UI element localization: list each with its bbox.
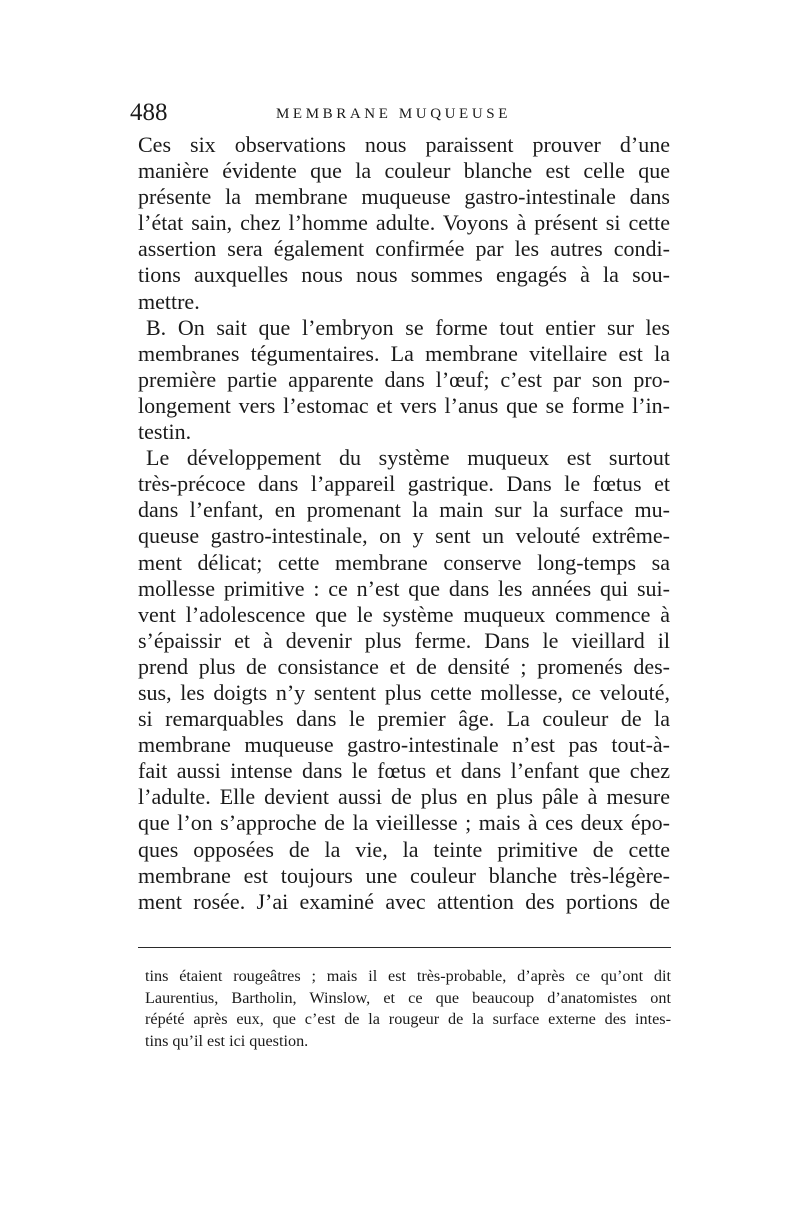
- body-line: Le développement du système muqueux est surtout: [146, 445, 670, 471]
- body-line: vent l’adolescence que le système muqueux commence à: [138, 601, 670, 627]
- running-head: MEMBRANE MUQUEUSE: [276, 106, 511, 122]
- body-line: ques opposées de la vie, la teinte primitive de cette: [138, 836, 670, 862]
- body-line: membrane muqueuse gastro-intestinale n’est pas tout-à-: [138, 732, 670, 758]
- footnote-line: tins qu’il est ici question.: [145, 1031, 309, 1050]
- body-line: l’état sain, chez l’homme adulte. Voyons à présent si cette: [138, 210, 670, 236]
- body-line: Ces six observations nous paraissent prouver d’une: [138, 132, 670, 157]
- body-line: testin.: [138, 419, 192, 445]
- body-line: ment délicat; cette membrane conserve long-temps sa: [138, 549, 670, 575]
- page-header: [130, 96, 670, 130]
- body-line: assertion sera également confirmée par les autres condi-: [138, 236, 670, 262]
- body-line: B. On sait que l’embryon se forme tout entier sur les: [146, 314, 670, 340]
- footnote-divider: [138, 947, 671, 948]
- body-line: manière évidente que la couleur blanche est celle que: [138, 158, 670, 184]
- footnote-block: [145, 966, 671, 1052]
- body-line: s’épaissir et à devenir plus ferme. Dans le vieillard il: [138, 627, 670, 653]
- body-line: membrane est toujours une couleur blanche très-légère-: [138, 862, 670, 888]
- footnote-line: Laurentius, Bartholin, Winslow, et ce que beaucoup d’anatomistes ont: [145, 988, 671, 1007]
- body-line: sus, les doigts n’y sentent plus cette mollesse, ce velouté,: [138, 679, 670, 705]
- body-line: l’adulte. Elle devient aussi de plus en plus pâle à mesure: [138, 784, 670, 810]
- body-line: présente la membrane muqueuse gastro-intestinale dans: [138, 184, 670, 210]
- footnote-line: répété après eux, que c’est de la rougeur de la surface externe des intes-: [145, 1010, 671, 1028]
- body-line: mettre.: [138, 288, 200, 314]
- body-line: dans l’enfant, en promenant la main sur la surface mu-: [138, 497, 670, 523]
- body-line: fait aussi intense dans le fœtus et dans l’enfant que chez: [138, 758, 670, 784]
- body-line: très-précoce dans l’appareil gastrique. Dans le fœtus et: [138, 471, 670, 497]
- body-line: mollesse primitive : ce n’est que dans les années qui sui-: [138, 575, 670, 601]
- body-line: membranes tégumentaires. La membrane vitellaire est la: [138, 340, 670, 366]
- body-line: première partie apparente dans l’œuf; c’est par son pro-: [138, 366, 670, 392]
- body-text: [138, 132, 670, 915]
- body-line: que l’on s’approche de la vieillesse ; mais à ces deux épo-: [138, 810, 670, 836]
- body-line: longement vers l’estomac et vers l’anus que se forme l’in-: [138, 392, 670, 418]
- body-line: prend plus de consistance et de densité ; promenés des-: [138, 653, 670, 679]
- body-line: ment rosée. J’ai examiné avec attention des portions de: [138, 888, 670, 914]
- footnote-line: tins étaient rougeâtres ; mais il est très-probable, d’après ce qu’ont dit: [145, 967, 671, 985]
- page-number: 488: [130, 99, 168, 126]
- body-line: si remarquables dans le premier âge. La couleur de la: [138, 706, 670, 732]
- body-line: queuse gastro-intestinale, on y sent un velouté extrême-: [138, 523, 670, 549]
- body-line: tions auxquelles nous nous sommes engagés à la sou-: [138, 262, 670, 288]
